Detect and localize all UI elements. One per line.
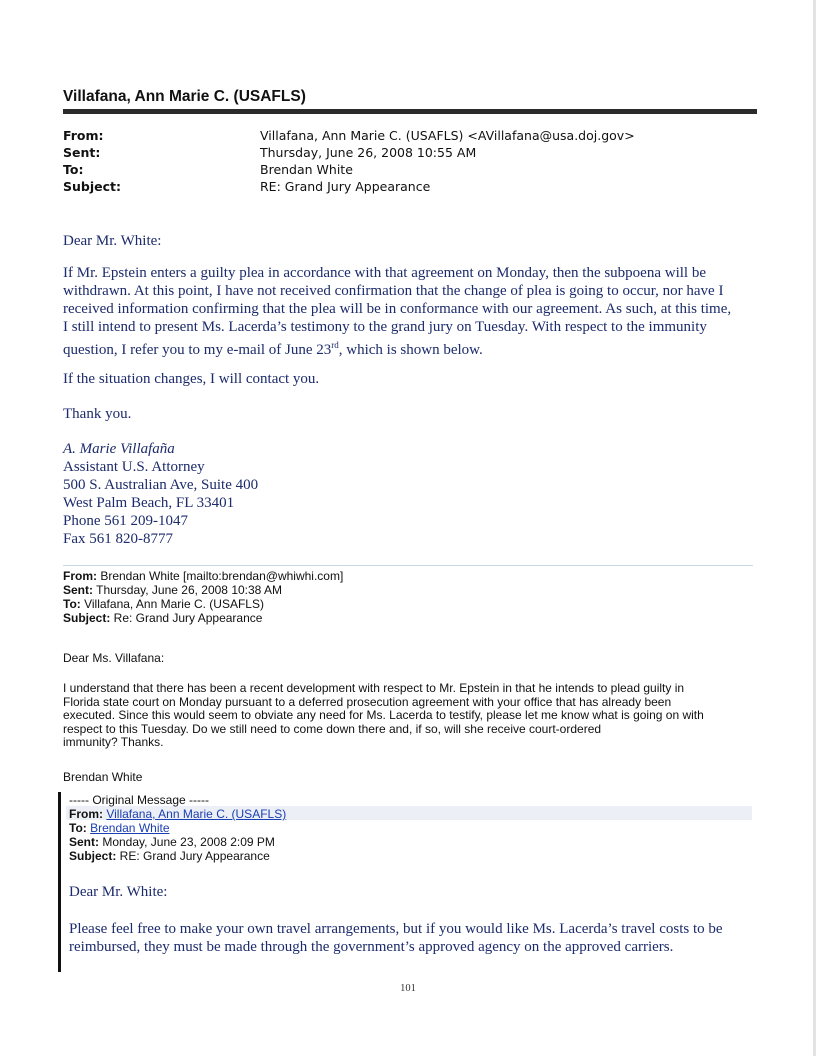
original-to-link[interactable]: Brendan White bbox=[90, 821, 170, 835]
forwarded-greeting: Dear Ms. Villafana: bbox=[63, 651, 165, 665]
forwarded-to-row bbox=[63, 597, 343, 611]
original-header bbox=[69, 793, 286, 863]
from-label: From: bbox=[63, 128, 104, 143]
original-sent-value: Monday, June 23, 2008 2:09 PM bbox=[99, 835, 275, 849]
original-sent-label: Sent: bbox=[69, 835, 99, 849]
reply-line: I still intend to present Ms. Lacerda’s testimony to the grand jury on Tuesday. With respect to the immunity bbox=[63, 319, 707, 335]
original-to-label: To: bbox=[69, 821, 87, 835]
original-body bbox=[69, 920, 769, 956]
reply-line-text: question, I refer you to my e-mail of June 23 bbox=[63, 342, 332, 358]
forwarded-line: I understand that there has been a recent development with respect to Mr. Epstein in that he intends to plead guilty in bbox=[63, 681, 685, 695]
quote-bar bbox=[58, 792, 61, 972]
to-value: Brendan White bbox=[260, 162, 353, 177]
forwarded-to-label: To: bbox=[63, 597, 81, 611]
forwarded-to-value: Villafana, Ann Marie C. (USAFLS) bbox=[80, 597, 264, 611]
forwarded-subject-row bbox=[63, 611, 343, 625]
to-label: To: bbox=[63, 162, 84, 177]
forwarded-line: respect to this Tuesday. Do we still need to come down there and, if so, will she receive court-ordered bbox=[63, 721, 602, 736]
original-subject-value: RE: Grand Jury Appearance bbox=[116, 849, 270, 863]
signature-address-2: West Palm Beach, FL 33401 bbox=[63, 495, 235, 511]
original-line: Please feel free to make your own travel arrangements, but if you would like Ms. Lacerda’s travel costs to be bbox=[69, 921, 723, 937]
original-marker: ----- Original Message ----- bbox=[69, 793, 210, 807]
forwarded-line: Florida state court on Monday pursuant to a deferred prosecution agreement with your office that has already been bbox=[63, 694, 672, 709]
page-number: 101 bbox=[400, 983, 416, 994]
reply-paragraph-1 bbox=[63, 264, 763, 359]
forwarded-line: executed. Since this would seem to obviate any need for Ms. Lacerda to testify, please let me know what is going on with bbox=[63, 708, 704, 722]
reply-line-text: , which is shown below. bbox=[338, 342, 483, 358]
forwarded-sent-value: Thursday, June 26, 2008 10:38 AM bbox=[93, 583, 283, 597]
forwarded-from-row bbox=[63, 569, 343, 583]
reply-greeting: Dear Mr. White: bbox=[63, 233, 162, 249]
forwarded-body bbox=[63, 682, 763, 750]
reply-line: withdrawn. At this point, I have not received confirmation that the change of plea is going to occur, nor have I bbox=[63, 283, 724, 299]
original-from-link[interactable]: Villafana, Ann Marie C. (USAFLS) bbox=[106, 807, 287, 821]
original-greeting: Dear Mr. White: bbox=[69, 884, 168, 900]
forwarded-sent-row bbox=[63, 583, 343, 597]
signature-fax: Fax 561 820-8777 bbox=[63, 531, 173, 547]
subject-value: RE: Grand Jury Appearance bbox=[260, 179, 431, 194]
signature-name: A. Marie Villafaña bbox=[63, 441, 175, 457]
signature-address-1: 500 S. Australian Ave, Suite 400 bbox=[63, 477, 259, 493]
title-rule bbox=[63, 109, 757, 114]
subject-label: Subject: bbox=[63, 179, 121, 194]
signature-phone: Phone 561 209-1047 bbox=[63, 513, 188, 529]
original-subject-label: Subject: bbox=[69, 849, 117, 863]
original-line: reimbursed, they must be made through the government’s approved agency on the approved carriers. bbox=[69, 939, 674, 955]
original-to-row bbox=[69, 821, 286, 835]
from-value: Villafana, Ann Marie C. (USAFLS) <AVillafana@usa.doj.gov> bbox=[260, 128, 635, 143]
reply-paragraph-2: If the situation changes, I will contact you. bbox=[63, 371, 320, 387]
forwarded-from-label: From: bbox=[63, 569, 97, 583]
forwarded-sent-label: Sent: bbox=[63, 583, 93, 597]
forwarded-line: immunity? Thanks. bbox=[63, 735, 164, 749]
original-subject-row bbox=[69, 849, 286, 863]
forwarded-header bbox=[63, 569, 343, 625]
signature-title: Assistant U.S. Attorney bbox=[63, 459, 205, 475]
original-sent-row bbox=[69, 835, 286, 849]
sent-label: Sent: bbox=[63, 145, 101, 160]
sent-value: Thursday, June 26, 2008 10:55 AM bbox=[260, 145, 477, 160]
signature-block bbox=[63, 440, 258, 548]
forwarded-from-value: Brendan White [mailto:brendan@whiwhi.com] bbox=[97, 569, 344, 583]
message-divider bbox=[63, 565, 753, 566]
reply-line: received information confirming that the plea will be in conformance with our agreement. As such, at this time, bbox=[63, 301, 732, 317]
original-from-row bbox=[69, 807, 286, 821]
mailbox-owner-title: Villafana, Ann Marie C. (USAFLS) bbox=[63, 88, 306, 105]
reply-line bbox=[63, 336, 763, 359]
forwarded-subject-label: Subject: bbox=[63, 611, 111, 625]
original-from-label: From: bbox=[69, 807, 103, 821]
reply-paragraph-3: Thank you. bbox=[63, 406, 132, 422]
forwarded-signature: Brendan White bbox=[63, 770, 143, 784]
forwarded-subject-value: Re: Grand Jury Appearance bbox=[110, 611, 263, 625]
reply-line: If Mr. Epstein enters a guilty plea in accordance with that agreement on Monday, then the subpoena will be bbox=[63, 265, 706, 281]
ordinal-suffix: rd bbox=[331, 340, 339, 350]
